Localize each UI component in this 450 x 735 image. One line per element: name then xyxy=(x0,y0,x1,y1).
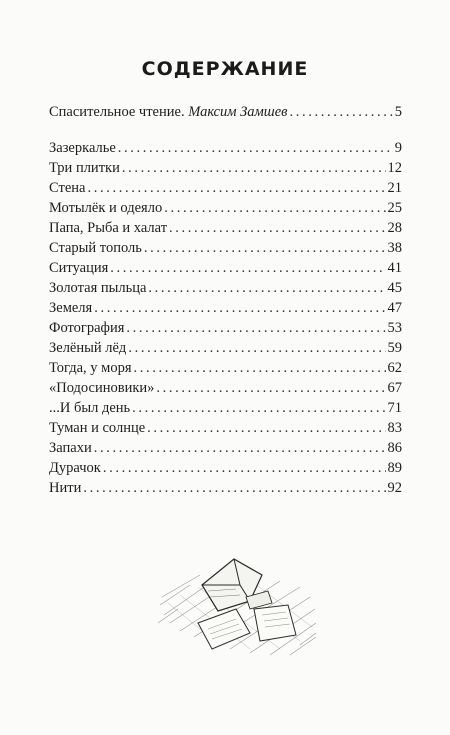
toc-entry-page: 41 xyxy=(387,260,402,276)
toc-entry xyxy=(49,438,402,458)
toc-entry-page: 9 xyxy=(394,140,402,156)
page-title: СОДЕРЖАНИЕ xyxy=(141,58,309,80)
toc-entry-page: 71 xyxy=(387,400,402,416)
toc-entry-title: Зазеркалье xyxy=(49,140,116,156)
toc-entry xyxy=(49,478,402,498)
dot-leader xyxy=(110,258,385,278)
toc-entry-title: Стена xyxy=(49,180,86,196)
dot-leader xyxy=(156,378,385,398)
dot-leader xyxy=(118,138,393,158)
sketch-envelope-and-papers-icon xyxy=(150,545,320,665)
toc-entry-page: 47 xyxy=(387,300,402,316)
dot-leader xyxy=(128,338,385,358)
toc-entry xyxy=(49,258,402,278)
toc-entry-page: 89 xyxy=(387,460,402,476)
toc-entry-title: Запахи xyxy=(49,440,92,456)
toc-entry-page: 92 xyxy=(387,480,402,496)
dot-leader xyxy=(122,158,386,178)
toc-entry-title: Старый тополь xyxy=(49,240,142,256)
toc-entry-page: 25 xyxy=(387,200,402,216)
toc-entry-title: Золотая пыльца xyxy=(49,280,147,296)
toc-entry-title: Дурачок xyxy=(49,460,101,476)
toc-entry-page: 21 xyxy=(387,180,402,196)
dot-leader xyxy=(94,298,385,318)
toc-entry xyxy=(49,378,402,398)
dot-leader xyxy=(164,198,385,218)
toc-entry xyxy=(49,418,402,438)
toc-entry-page: 83 xyxy=(387,420,402,436)
toc-entry xyxy=(49,318,402,338)
toc-entry-title: Мотылёк и одеяло xyxy=(49,200,163,216)
dot-leader xyxy=(83,478,385,498)
toc-entry-title: Папа, Рыба и халат xyxy=(49,220,168,236)
toc-entry-title: Туман и солнце xyxy=(49,420,146,436)
toc-entry xyxy=(49,298,402,318)
toc-entry-title: ...И был день xyxy=(49,400,131,416)
toc-entry-page: 38 xyxy=(387,240,402,256)
toc-entry xyxy=(49,458,402,478)
toc-entry-title: Тогда, у моря xyxy=(49,360,132,376)
toc-entry xyxy=(49,158,402,178)
toc-entry xyxy=(49,338,402,358)
toc-entry-page: 62 xyxy=(387,360,402,376)
toc-entry-title: Ситуация xyxy=(49,260,109,276)
toc-entry xyxy=(49,358,402,378)
toc-entry xyxy=(49,398,402,418)
toc-entry-page: 45 xyxy=(387,280,402,296)
table-of-contents xyxy=(49,102,402,498)
toc-entry-page: 5 xyxy=(394,104,402,120)
toc-entry-title: Зелёный лёд xyxy=(49,340,127,356)
toc-entry-title: Три плитки xyxy=(49,160,120,176)
dot-leader xyxy=(87,178,385,198)
toc-entry xyxy=(49,218,402,238)
toc-entry-page: 86 xyxy=(387,440,402,456)
dot-leader xyxy=(126,318,385,338)
toc-entry-page: 53 xyxy=(387,320,402,336)
dot-leader xyxy=(144,238,386,258)
dot-leader xyxy=(134,358,386,378)
dot-leader xyxy=(289,102,392,122)
toc-entry-title: Нити xyxy=(49,480,82,496)
toc-entry-title: Фотография xyxy=(49,320,125,336)
toc-entry xyxy=(49,238,402,258)
dot-leader xyxy=(132,398,385,418)
toc-entry-title: Земеля xyxy=(49,300,93,316)
preface-author: Максим Замшев xyxy=(188,104,288,120)
dot-leader xyxy=(94,438,386,458)
dot-leader xyxy=(147,418,385,438)
toc-entry xyxy=(49,278,402,298)
toc-entry xyxy=(49,198,402,218)
toc-entry-preface xyxy=(49,102,402,122)
toc-entry-page: 12 xyxy=(387,160,402,176)
toc-entry-page: 59 xyxy=(387,340,402,356)
dot-leader xyxy=(169,218,385,238)
toc-entry xyxy=(49,138,402,158)
toc-entry-title xyxy=(49,102,287,122)
toc-entry-page: 28 xyxy=(387,220,402,236)
toc-entry-page: 67 xyxy=(387,380,402,396)
toc-entry-title: «Подосиновики» xyxy=(49,380,155,396)
dot-leader xyxy=(148,278,385,298)
preface-title: Спасительное чтение. xyxy=(49,104,189,120)
toc-entry xyxy=(49,178,402,198)
dot-leader xyxy=(103,458,386,478)
